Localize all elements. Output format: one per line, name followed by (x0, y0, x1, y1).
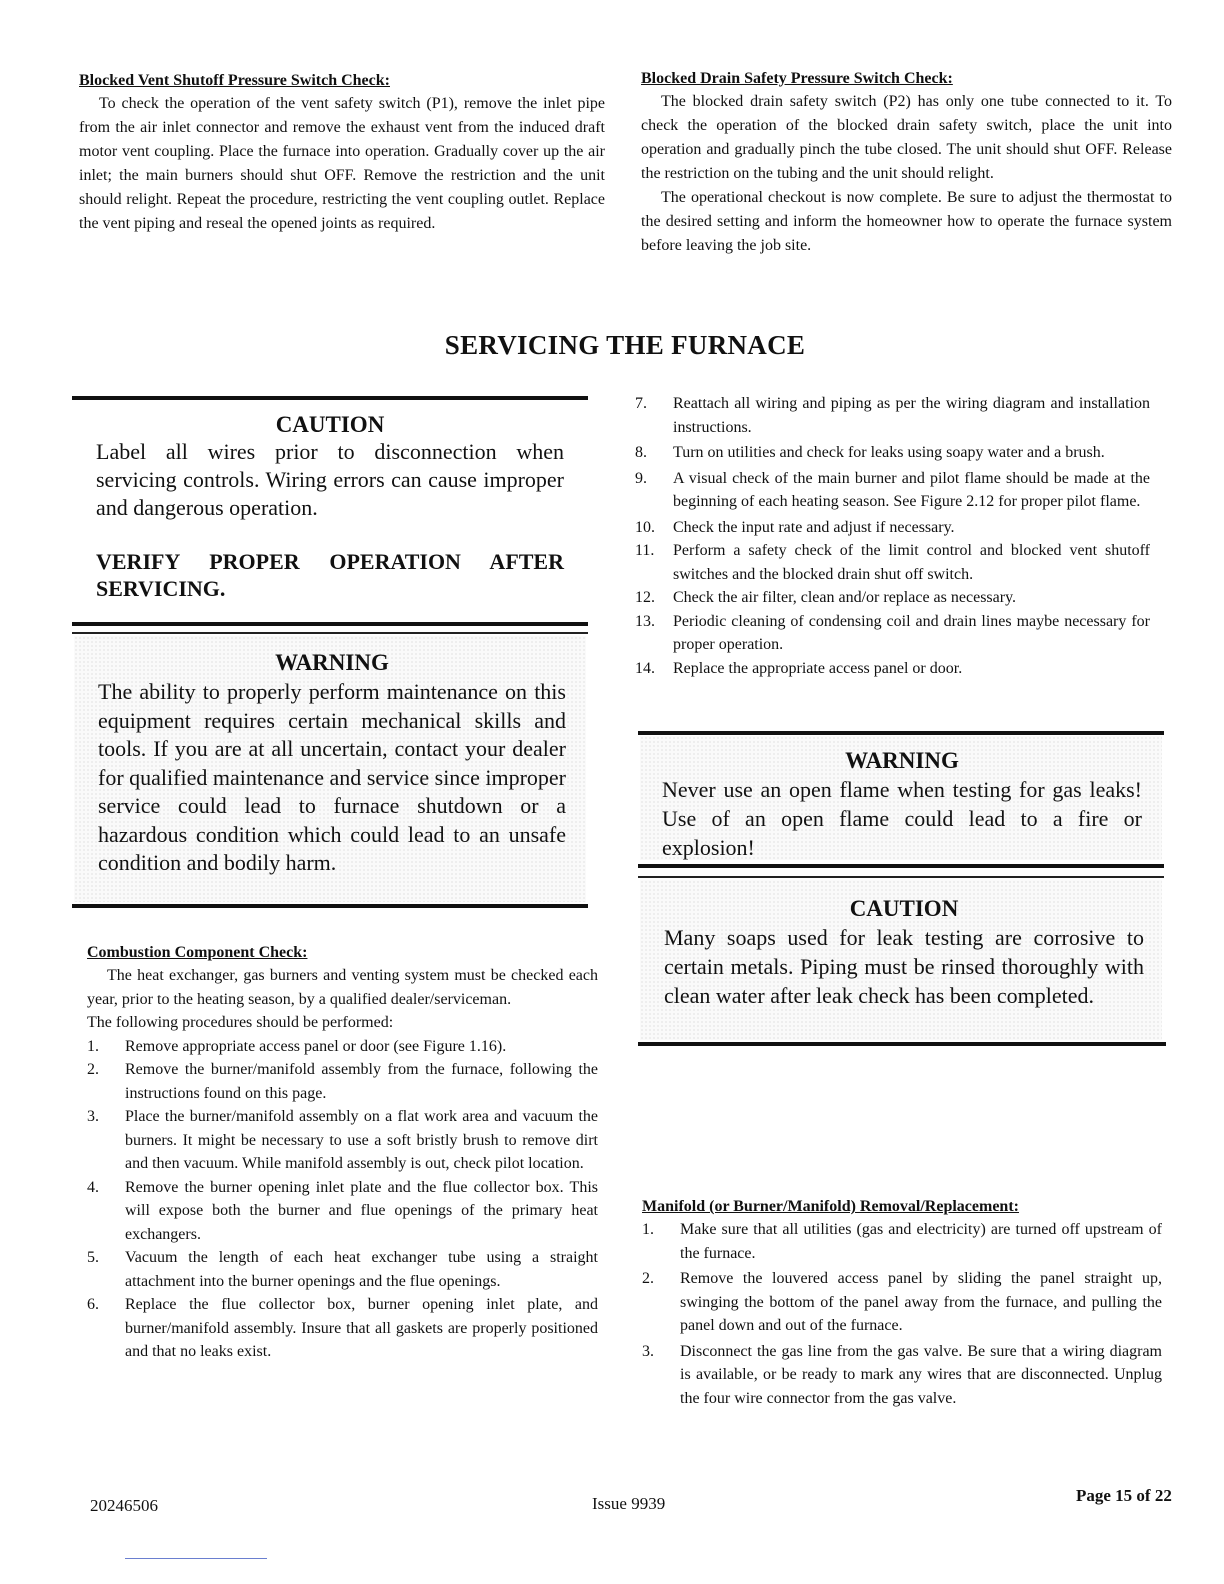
scan-artifact-line (125, 1558, 267, 1559)
list-item: 3. Place the burner/manifold assembly on a flat work area and vacuum the burners. It might be necessary to use a soft bristly brush to remove dirt and then vacuum. While manifold assembly is out, check pilot location. (87, 1108, 598, 1172)
combustion-heading: Combustion Component Check: (87, 944, 308, 961)
warning-left-content (98, 650, 566, 878)
blocked-drain-heading: Blocked Drain Safety Pressure Switch Check: (641, 70, 953, 87)
list-item: 3. Disconnect the gas line from the gas valve. Be sure that a wiring diagram is available, or be ready to mark any wires that are disconnected. Unplug the four wire connector from the gas valve. (642, 1342, 1162, 1407)
list-item: 6. Replace the flue collector box, burner opening inlet plate, and burner/manifold assembly. Insure that all gaskets are properly positioned and that no leaks exist. (87, 1296, 598, 1360)
caution-right-title: CAUTION (849, 896, 959, 921)
warning-left-title: WARNING (275, 650, 389, 675)
caution-right-content (664, 896, 1144, 1010)
list-item: 1. Remove appropriate access panel or door (see Figure 1.16). (87, 1037, 507, 1055)
caution-left-emphasis: VERIFY PROPER OPERATION AFTER SERVICING. (96, 549, 564, 601)
blocked-drain-para-2: The operational checkout is now complete. Be sure to adjust the thermostat to the desired setting and inform the homeowner how to operate the furnace system before leaving the job site. (641, 189, 1172, 254)
warning-left-top-rule (72, 632, 588, 634)
list-item: 10. Check the input rate and adjust if necessary. (635, 518, 955, 536)
caution-left-bottom-rule (72, 622, 588, 626)
warning-left-body: The ability to properly perform maintenance on this equipment requires certain mechanical skills and tools. If you are at all uncertain, contact your dealer for qualified maintenance and service since improper service could lead to furnace shutdown or a hazardous condition which could lead to an unsafe condition and bodily harm. (98, 679, 566, 875)
list-item: 8. Turn on utilities and check for leaks using soapy water and a brush. (635, 444, 1105, 461)
caution-right-top-rule (638, 876, 1164, 878)
list-item: 9. A visual check of the main burner and pilot flame should be made at the beginning of each heating season. See Figure 2.12 for proper pilot flame. (635, 469, 1150, 510)
warning-right-top-rule (638, 731, 1164, 735)
list-item: 2. Remove the burner/manifold assembly from the furnace, following the instructions found on this page. (87, 1061, 598, 1102)
list-item: 4. Remove the burner opening inlet plate and the flue collector box. This will expose both the burner and flue openings of the primary heat exchangers. (87, 1178, 598, 1243)
combustion-section (87, 944, 598, 1364)
warning-right-body: Never use an open flame when testing for gas leaks! Use of an open flame could lead to a fire or explosion! (662, 777, 1142, 860)
list-item: 2. Remove the louvered access panel by sliding the panel straight up, swinging the bottom of the panel away from the furnace, and pulling the panel down and out of the furnace. (642, 1270, 1162, 1334)
list-item: 12. Check the air filter, clean and/or replace as necessary. (635, 589, 1017, 606)
list-item: 1. Make sure that all utilities (gas and electricity) are turned off upstream of the furnace. (642, 1221, 1162, 1262)
service-steps-continued (635, 392, 1150, 680)
caution-left-box (96, 412, 564, 602)
list-item: 7. Reattach all wiring and piping as per the wiring diagram and installation instructions. (635, 395, 1150, 436)
section-title: SERVICING THE FURNACE (444, 330, 806, 360)
manifold-steps (642, 1218, 1162, 1410)
list-item: 14. Replace the appropriate access panel or door. (635, 659, 963, 677)
warning-left-bottom-rule (72, 904, 588, 908)
manifold-section (642, 1198, 1162, 1410)
caution-left-title: CAUTION (275, 412, 385, 437)
combustion-steps (87, 1035, 598, 1364)
blocked-vent-section (79, 72, 605, 236)
issue-number: Issue 9939 (592, 1494, 666, 1513)
caution-right-body: Many soaps used for leak testing are corrosive to certain metals. Piping must be rinsed thoroughly with clean water after leak check has been completed. (664, 925, 1144, 1008)
page-number: Page 15 of 22 (1076, 1486, 1172, 1505)
warning-right-bottom-rule (638, 864, 1164, 868)
caution-left-top-rule (72, 396, 588, 400)
list-item: 11. Perform a safety check of the limit control and blocked vent shutoff switches and the blocked drain shut off switch. (635, 542, 1150, 583)
blocked-drain-para-1: The blocked drain safety switch (P2) has only one tube connected to it. To check the operation of the blocked drain safety switch, place the unit into operation and gradually pinch the tube closed. The unit should shut OFF. Release the restriction on the tubing and the unit should relight. (641, 93, 1172, 182)
combustion-lead: The following procedures should be performed: (87, 1014, 394, 1031)
blocked-drain-section (641, 70, 1172, 258)
warning-right-content (662, 748, 1142, 862)
combustion-intro: The heat exchanger, gas burners and venting system must be checked each year, prior to the heating season, by a qualified dealer/serviceman. (87, 967, 598, 1008)
blocked-vent-body: To check the operation of the vent safety switch (P1), remove the inlet pipe from the air inlet connector and remove the exhaust vent from the induced draft motor vent coupling. Place the furnace into operation. Gradually cover up the air inlet; the main burners should shut OFF. Remove the restriction and the unit should relight. Repeat the procedure, restricting the vent coupling outlet. Replace the vent piping and reseal the opened joints as required. (79, 95, 605, 232)
caution-left-body: Label all wires prior to disconnection when servicing controls. Wiring errors can cause improper and dangerous operation. (96, 439, 564, 520)
manifold-heading: Manifold (or Burner/Manifold) Removal/Replacement: (642, 1198, 1019, 1215)
caution-right-bottom-rule (638, 1042, 1166, 1046)
warning-right-title: WARNING (845, 748, 959, 773)
list-item: 5. Vacuum the length of each heat exchanger tube using a straight attachment into the burner openings and the flue openings. (87, 1249, 598, 1290)
blocked-vent-heading: Blocked Vent Shutoff Pressure Switch Check: (79, 72, 390, 89)
list-item: 13. Periodic cleaning of condensing coil and drain lines maybe necessary for proper operation. (635, 612, 1150, 653)
right-steps (635, 392, 1150, 680)
doc-number: 20246506 (90, 1496, 158, 1515)
